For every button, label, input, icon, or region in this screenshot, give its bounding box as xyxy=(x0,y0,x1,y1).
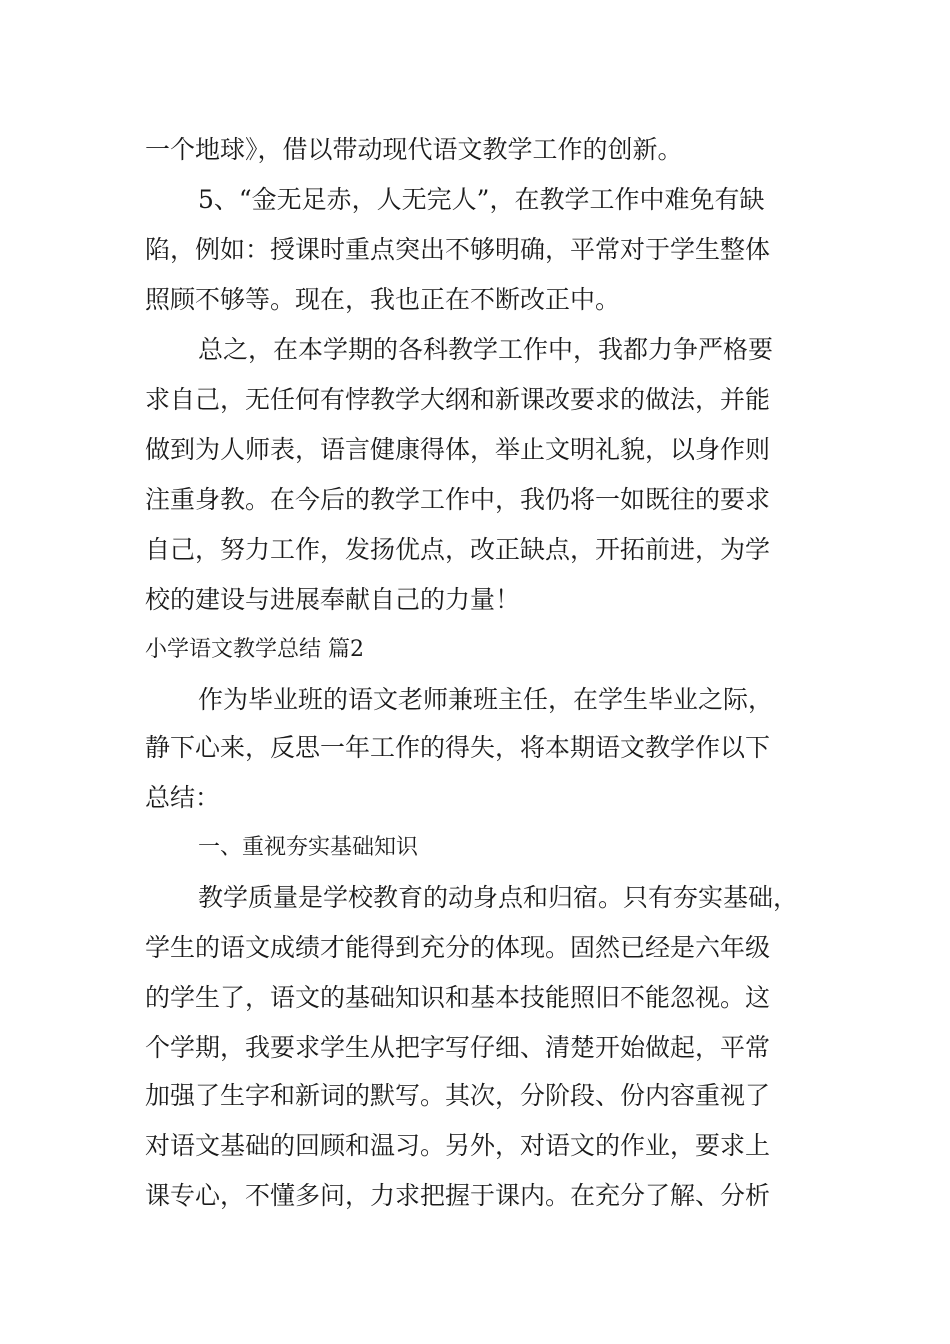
text-line: 的学生了，语文的基础知识和基本技能照旧不能忽视。这 xyxy=(145,983,771,1012)
section-heading: 小学语文教学总结 篇2 xyxy=(145,637,364,662)
text-line: 照顾不够等。现在，我也正在不断改正中。 xyxy=(145,285,621,314)
text-line: 做到为人师表，语言健康得体，举止文明礼貌，以身作则 xyxy=(145,435,771,464)
text-line: 自己，努力工作，发扬优点，改正缺点，开拓前进，为学 xyxy=(145,535,771,564)
text-line: 加强了生字和新词的默写。其次，分阶段、份内容重视了 xyxy=(145,1081,771,1110)
text-line: 静下心来，反思一年工作的得失，将本期语文教学作以下 xyxy=(145,733,771,762)
text-line: 对语文基础的回顾和温习。另外，对语文的作业，要求上 xyxy=(145,1131,771,1160)
text-line: 学生的语文成绩才能得到充分的体现。固然已经是六年级 xyxy=(145,933,771,962)
text-line: 总之，在本学期的各科教学工作中，我都力争严格要 xyxy=(198,335,774,364)
text-line: 一个地球》，借以带动现代语文教学工作的创新。 xyxy=(145,135,683,164)
text-line: 求自己，无任何有悖教学大纲和新课改要求的做法，并能 xyxy=(145,385,771,414)
text-line: 校的建设与进展奉献自己的力量！ xyxy=(145,585,521,614)
subsection-heading: 一、重视夯实基础知识 xyxy=(198,835,419,860)
text-line: 总结： xyxy=(145,783,221,812)
text-line: 作为毕业班的语文老师兼班主任，在学生毕业之际， xyxy=(198,685,774,714)
text-line: 陷，例如：授课时重点突出不够明确，平常对于学生整体 xyxy=(145,235,771,264)
text-line: 课专心，不懂多问，力求把握于课内。在充分了解、分析 xyxy=(145,1181,771,1210)
text-line: 个学期，我要求学生从把字写仔细、清楚开始做起，平常 xyxy=(145,1033,771,1062)
text-line: 注重身教。在今后的教学工作中，我仍将一如既往的要求 xyxy=(145,485,771,514)
text-line: 5、“金无足赤，人无完人”，在教学工作中难免有缺 xyxy=(198,185,765,214)
text-line: 教学质量是学校教育的动身点和归宿。只有夯实基础， xyxy=(198,883,799,912)
